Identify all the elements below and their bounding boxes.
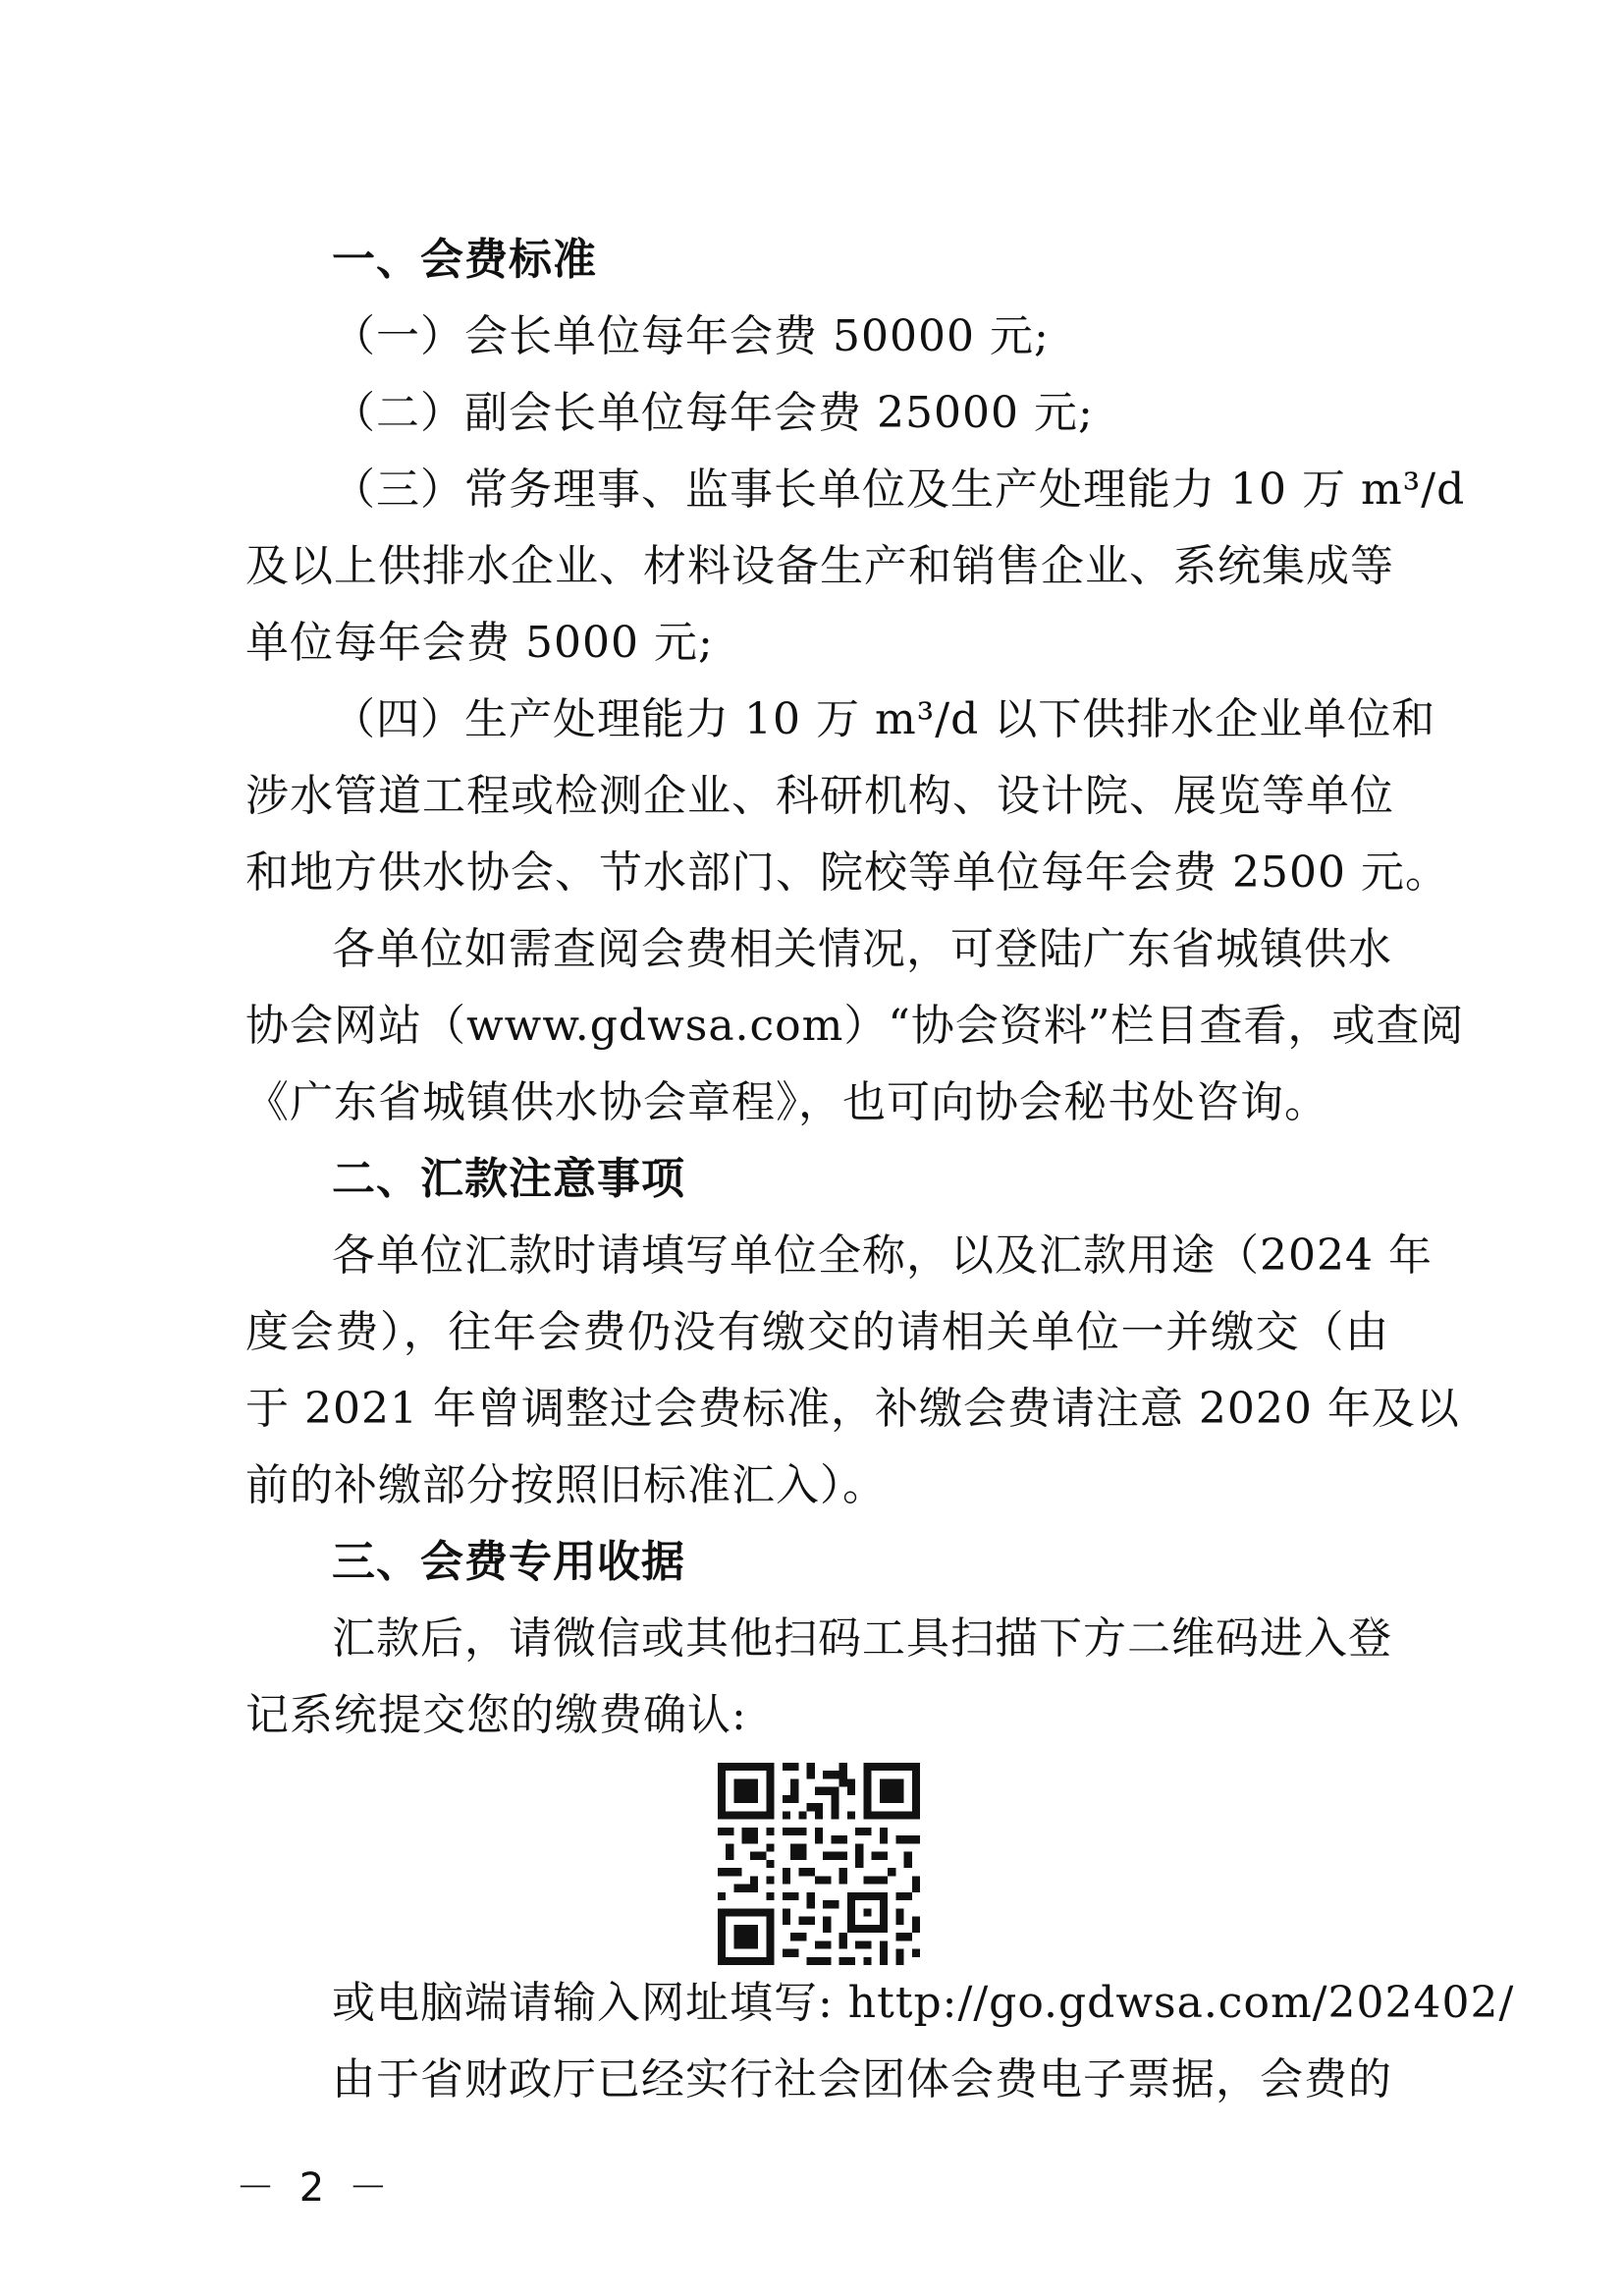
fee-item-standing-line-2: 及以上供排水企业、材料设备生产和销售企业、系统集成等 xyxy=(245,541,1394,591)
qr-code-icon xyxy=(718,1763,920,1965)
fee-note-line-2: 协会网站（www.gdwsa.com）“协会资料”栏目查看，或查阅 xyxy=(245,1001,1465,1051)
remittance-line-4: 前的补缴部分按照旧标准汇入）。 xyxy=(245,1460,887,1510)
section-heading-remittance: 二、汇款注意事项 xyxy=(332,1154,685,1204)
fee-item-general-line-3: 和地方供水协会、节水部门、院校等单位每年会费 2500 元。 xyxy=(245,847,1449,898)
remittance-line-3: 于 2021 年曾调整过会费标准，补缴会费请注意 2020 年及以 xyxy=(245,1384,1460,1434)
remittance-line-1: 各单位汇款时请填写单位全称，以及汇款用途（2024 年 xyxy=(332,1230,1433,1281)
qr-code[interactable] xyxy=(718,1763,920,1965)
receipt-url-line: 或电脑端请输入网址填写: http://go.gdwsa.com/202402/ xyxy=(332,1978,1515,2028)
document-body xyxy=(245,222,1466,1754)
remittance-line-2: 度会费），往年会费仍没有缴交的请相关单位一并缴交（由 xyxy=(245,1307,1389,1357)
receipt-line-1: 汇款后，请微信或其他扫码工具扫描下方二维码进入登 xyxy=(332,1613,1392,1664)
fee-note-line-1: 各单位如需查阅会费相关情况，可登陆广东省城镇供水 xyxy=(332,924,1392,974)
page-number: － 2 － xyxy=(236,2165,394,2211)
fee-item-standing-line-1: （三）常务理事、监事长单位及生产处理能力 10 万 m³/d xyxy=(332,465,1466,515)
section-heading-fee-standard: 一、会费标准 xyxy=(332,235,597,285)
document-body-continued xyxy=(245,1965,1515,2118)
fee-item-standing-line-3: 单位每年会费 5000 元; xyxy=(245,618,714,668)
fee-item-president: （一）会长单位每年会费 50000 元; xyxy=(332,311,1050,361)
fee-note-line-3: 《广东省城镇供水协会章程》，也可向协会秘书处咨询。 xyxy=(245,1077,1328,1127)
fee-item-general-line-2: 涉水管道工程或检测企业、科研机构、设计院、展览等单位 xyxy=(245,771,1394,821)
fee-item-vice-president: （二）副会长单位每年会费 25000 元; xyxy=(332,388,1094,438)
receipt-invoice-line: 由于省财政厅已经实行社会团体会费电子票据，会费的 xyxy=(332,2054,1392,2105)
section-heading-receipt: 三、会费专用收据 xyxy=(332,1537,685,1587)
fee-item-general-line-1: （四）生产处理能力 10 万 m³/d 以下供排水企业单位和 xyxy=(332,694,1436,744)
receipt-line-2: 记系统提交您的缴费确认: xyxy=(245,1690,747,1740)
